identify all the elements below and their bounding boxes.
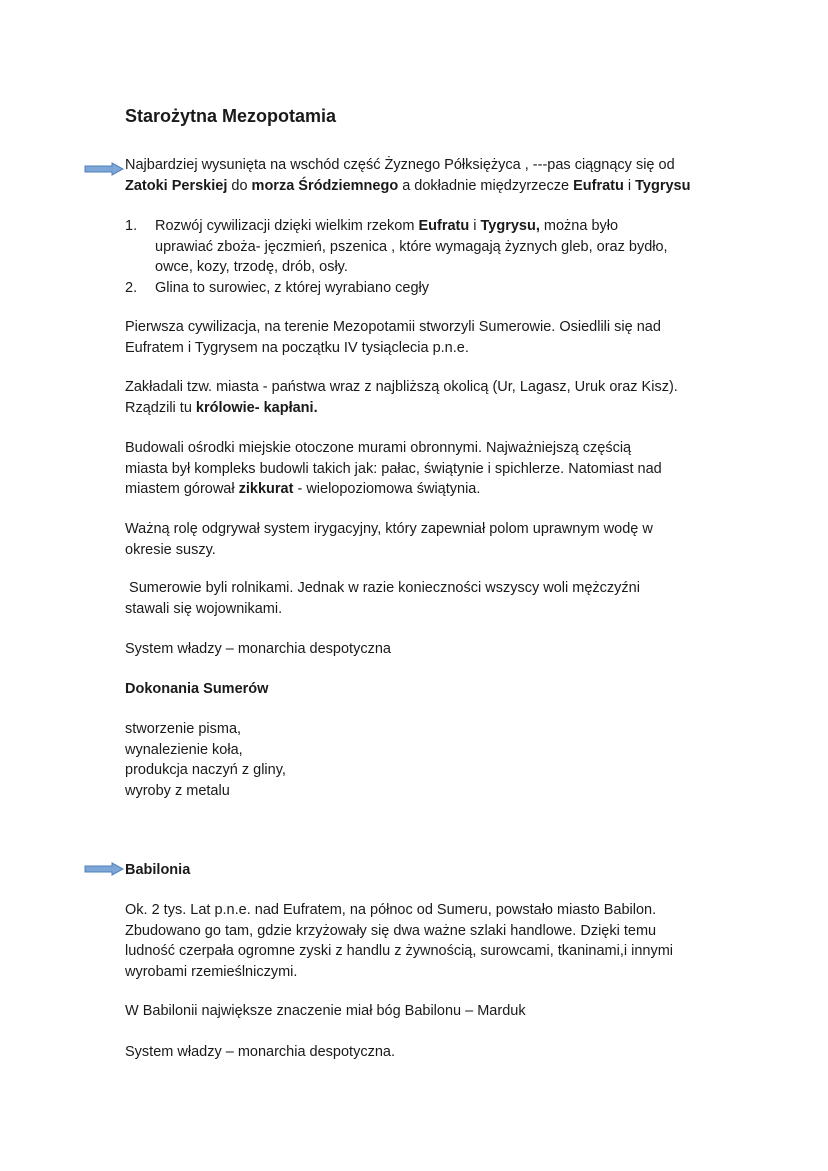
section-heading: Babilonia	[125, 862, 191, 878]
achievements-list	[125, 719, 725, 801]
paragraph: Ważną rolę odgrywał system irygacyjny, który zapewniał polom uprawnym wodę w okresie suszy.	[125, 521, 653, 558]
document-title: Starożytna Mezopotamia	[125, 106, 337, 126]
paragraph: System władzy – monarchia despotyczna	[125, 641, 391, 657]
list-item: wyroby z metalu	[125, 782, 230, 799]
right-arrow-icon	[84, 162, 124, 176]
list-item: wynalezienie koła,	[125, 741, 243, 758]
list-item: 2. Glina to surowiec, z której wyrabiano cegły	[125, 279, 430, 296]
intro-line: Najbardziej wysunięta na wschód część Żyznego Półksiężyca , ---pas ciągnący się od	[125, 157, 675, 173]
paragraph: Sumerowie byli rolnikami. Jednak w razie konieczności wszyscy woli mężczyźni stawali się wojownikami.	[125, 580, 640, 617]
paragraph: Zakładali tzw. miasta - państwa wraz z najbliższą okolicą (Ur, Lagasz, Uruk oraz Kisz). Rządzili tu królowie- kapłani.	[125, 379, 678, 416]
intro-line: Zatoki Perskiej do morza Śródziemnego a dokładnie międzyrzecze Eufratu i Tygrysu	[125, 177, 691, 194]
list-item: 1. Rozwój cywilizacji dzięki wielkim rzekom Eufratu i Tygrysu, można było uprawiać zboża- jęczmień, pszenica , które wymagają żyznych gleb, oraz bydło, owce, kozy, trzodę, drób, osły.	[125, 218, 668, 275]
paragraph: Ok. 2 tys. Lat p.n.e. nad Eufratem, na północ od Sumeru, powstało miasto Babilon. Zbudowano go tam, gdzie krzyżowały się dwa ważne szlaki handlowe. Dzięki temu ludność czerpała ogromne zyski z handlu z żywnością, surowcami, tkaninami,i innymi wyrobami rzemieślniczymi.	[125, 902, 674, 980]
paragraph: System władzy – monarchia despotyczna.	[125, 1044, 395, 1060]
section-heading: Dokonania Sumerów	[125, 681, 269, 697]
right-arrow-icon	[84, 862, 124, 876]
paragraph: Budowali ośrodki miejskie otoczone murami obronnymi. Najważniejszą częścią miasta był kompleks budowli takich jak: pałac, świątynie i spichlerze. Natomiast nad miastem górował zikkurat - wielopoziomowa świątynia.	[125, 440, 662, 497]
paragraph: W Babilonii największe znaczenie miał bóg Babilonu – Marduk	[125, 1003, 526, 1019]
paragraph: Pierwsza cywilizacja, na terenie Mezopotamii stworzyli Sumerowie. Osiedlili się nad Eufratem i Tygrysem na początku IV tysiąclecia p.n.e.	[125, 319, 661, 356]
list-item: stworzenie pisma,	[125, 721, 242, 737]
numbered-list	[125, 216, 725, 298]
list-item: produkcja naczyń z gliny,	[125, 762, 286, 778]
intro-paragraph	[125, 155, 725, 196]
